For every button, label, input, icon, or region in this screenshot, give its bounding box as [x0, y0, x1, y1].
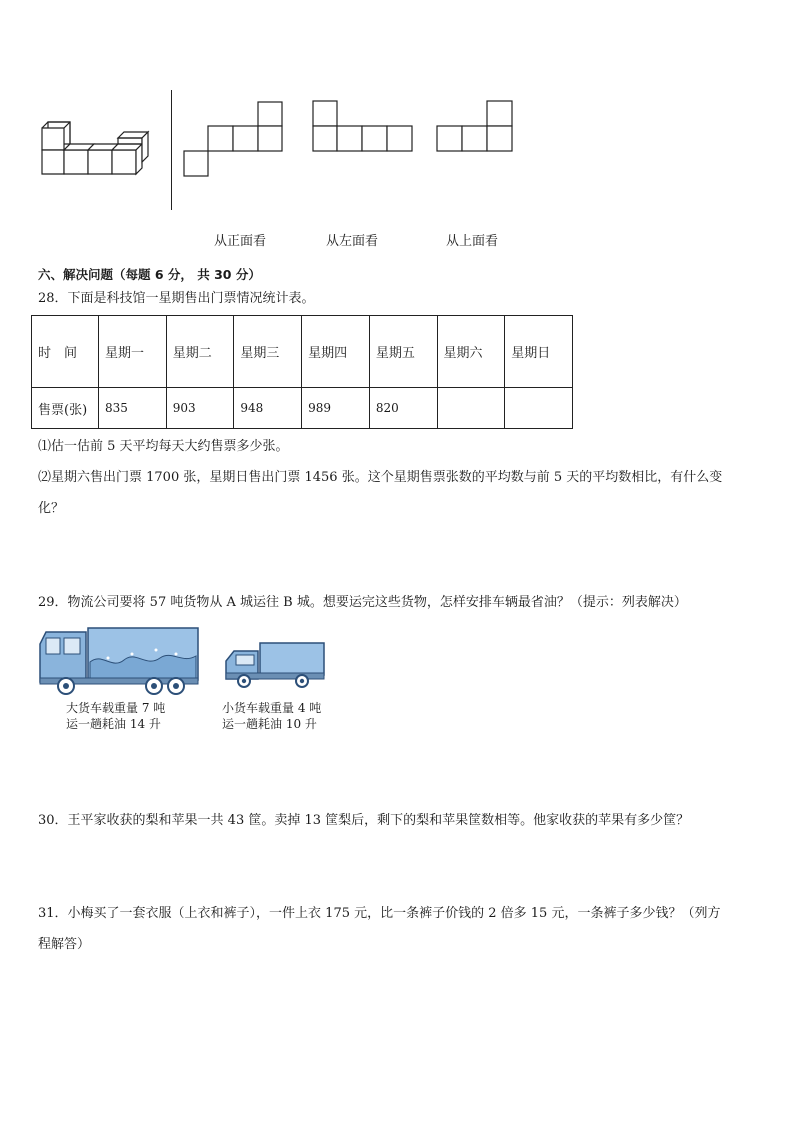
table-header-cell: 星期日 — [505, 316, 573, 388]
table-cell — [437, 388, 505, 429]
table-row-label: 售票(张) — [32, 388, 99, 429]
vertical-divider — [171, 90, 172, 210]
front-view-grid — [182, 100, 284, 178]
ticket-stats-table — [31, 315, 573, 429]
table-header-cell: 星期三 — [234, 316, 302, 388]
table-header-row — [32, 316, 573, 388]
left-view-label: 从左面看 — [326, 234, 379, 249]
table-cell: 903 — [166, 388, 234, 429]
top-view-label: 从上面看 — [446, 234, 499, 249]
left-view-grid — [312, 100, 414, 154]
cube-solid-figure — [38, 120, 158, 182]
small-truck-caption-line1: 小货车载重量 4 吨 — [222, 701, 322, 715]
small-truck-caption-line2: 运一趟耗油 10 升 — [222, 717, 317, 731]
question-29-text: 29．物流公司要将 57 吨货物从 A 城运往 B 城。想要运完这些货物，怎样安排车辆最省油？（提示：列表解决） — [38, 595, 687, 610]
table-row — [32, 388, 573, 429]
table-cell: 835 — [99, 388, 167, 429]
question-31-line1: 31．小梅买了一套衣服（上衣和裤子），一件上衣 175 元，比一条裤子价钱的 2 倍多 15 元，一条裤子多少钱？（列方 — [38, 906, 721, 921]
question-30-text: 30．王平家收获的梨和苹果一共 43 筐。卖掉 13 筐梨后，剩下的梨和苹果筐数相等。他家收获的苹果有多少筐？ — [38, 813, 690, 828]
table-cell: 820 — [369, 388, 437, 429]
big-truck-caption-line1: 大货车载重量 7 吨 — [66, 701, 166, 715]
question-28-sub1: ⑴估一估前 5 天平均每天大约售票多少张。 — [38, 439, 289, 454]
section-heading: 六、解决问题（每题 6 分， 共 30 分） — [38, 267, 261, 282]
table-header-cell: 星期一 — [99, 316, 167, 388]
table-header-cell: 时 间 — [32, 316, 99, 388]
table-cell: 948 — [234, 388, 302, 429]
question-31-line2: 程解答） — [38, 937, 91, 952]
question-28-sub2-line1: ⑵星期六售出门票 1700 张，星期日售出门票 1456 张。这个星期售票张数的平均数与前 5 天的平均数相比，有什么变 — [38, 470, 723, 485]
table-cell: 989 — [302, 388, 370, 429]
big-truck-caption-line2: 运一趟耗油 14 升 — [66, 717, 161, 731]
small-truck-image — [222, 641, 328, 689]
question-28-sub2-line2: 化？ — [38, 501, 65, 516]
front-view-label: 从正面看 — [214, 234, 267, 249]
table-header-cell: 星期六 — [437, 316, 505, 388]
table-header-cell: 星期五 — [369, 316, 437, 388]
table-cell — [505, 388, 573, 429]
big-truck-image — [36, 624, 202, 696]
question-28-text: 28．下面是科技馆一星期售出门票情况统计表。 — [38, 291, 315, 306]
table-header-cell: 星期二 — [166, 316, 234, 388]
top-view-grid — [436, 100, 514, 154]
table-header-cell: 星期四 — [302, 316, 370, 388]
